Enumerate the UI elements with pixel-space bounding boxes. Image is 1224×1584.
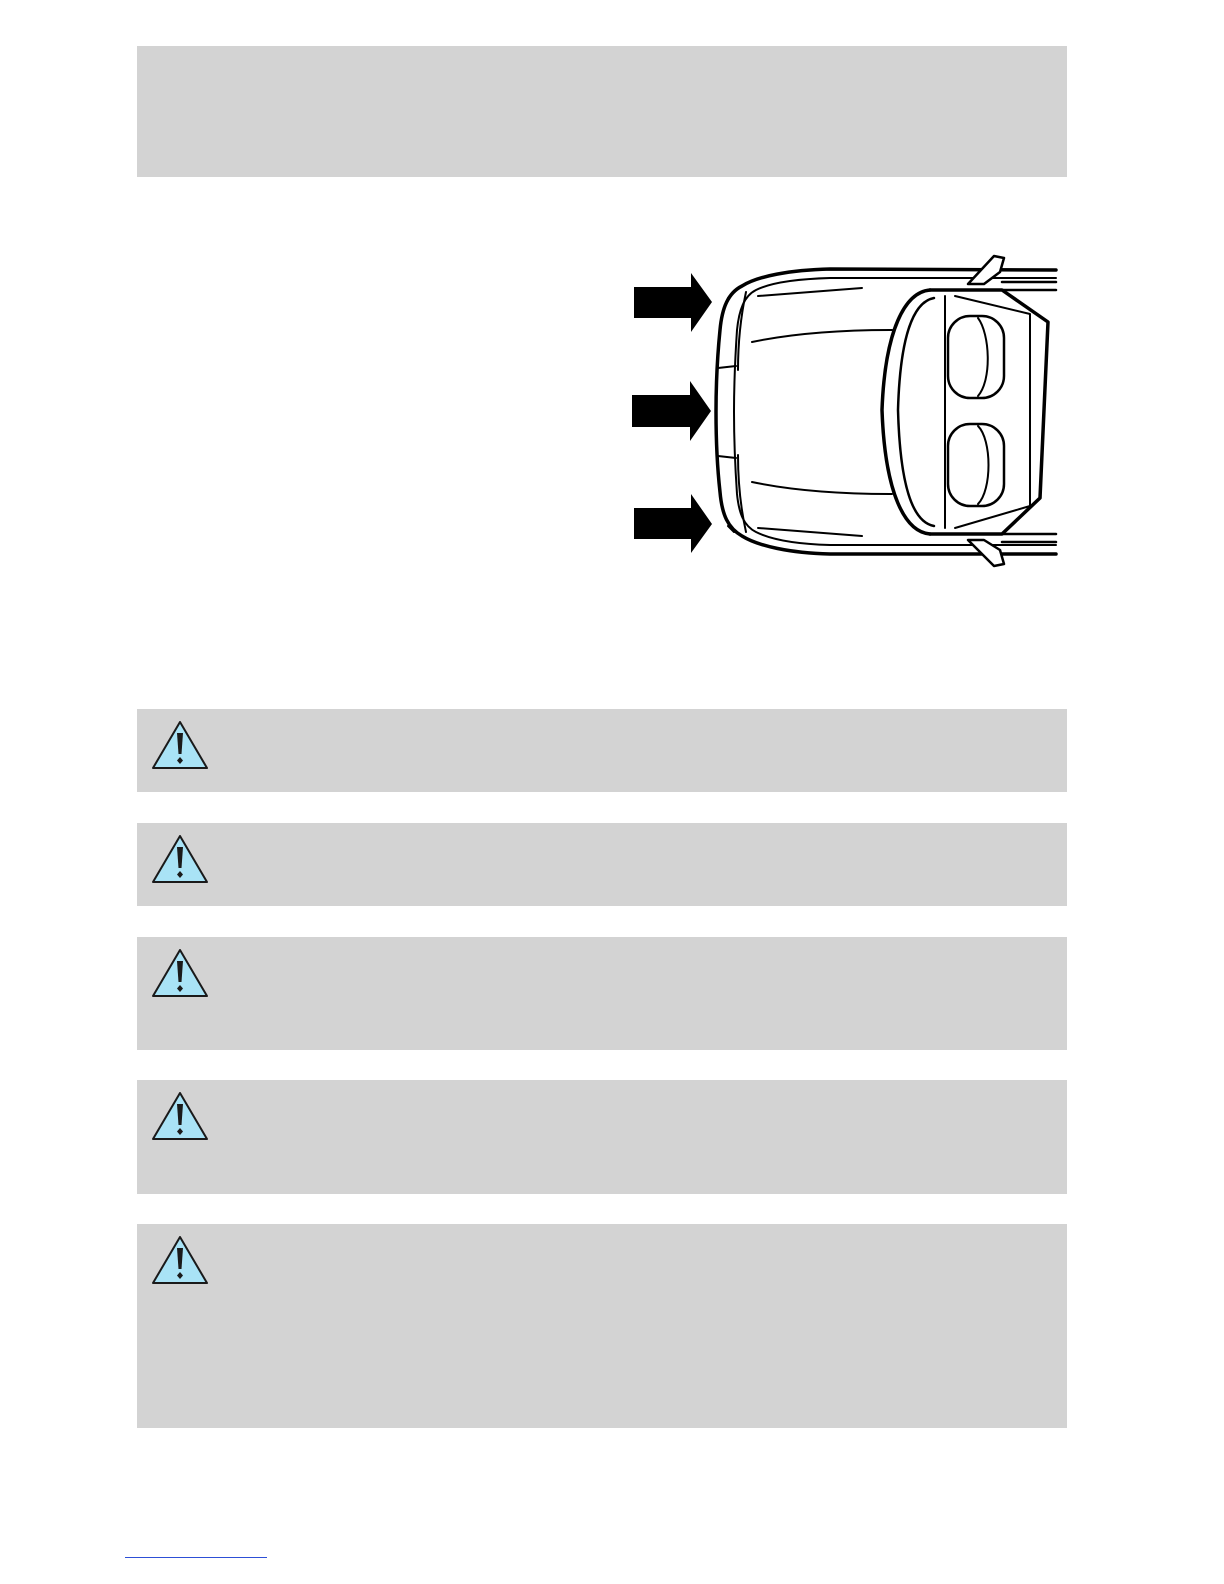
- warning-triangle-icon: [151, 1235, 209, 1287]
- arrows-group: [632, 273, 712, 553]
- arrow-bottom-icon: [634, 494, 712, 553]
- arrow-middle-icon: [632, 381, 711, 441]
- vehicle-front-airbag-illustration: [628, 250, 1060, 572]
- warning-triangle-icon: [151, 834, 209, 886]
- header-band: [137, 46, 1067, 177]
- vehicle-body: [716, 256, 1056, 566]
- warning-box: [137, 937, 1067, 1050]
- warning-box: [137, 1080, 1067, 1194]
- arrow-top-icon: [634, 273, 712, 332]
- warning-box: [137, 709, 1067, 792]
- warning-triangle-icon: [151, 948, 209, 1000]
- warning-box: [137, 823, 1067, 906]
- footer-link-underline[interactable]: [125, 1557, 267, 1558]
- warning-triangle-icon: [151, 720, 209, 772]
- warning-triangle-icon: [151, 1091, 209, 1143]
- warning-box: [137, 1224, 1067, 1428]
